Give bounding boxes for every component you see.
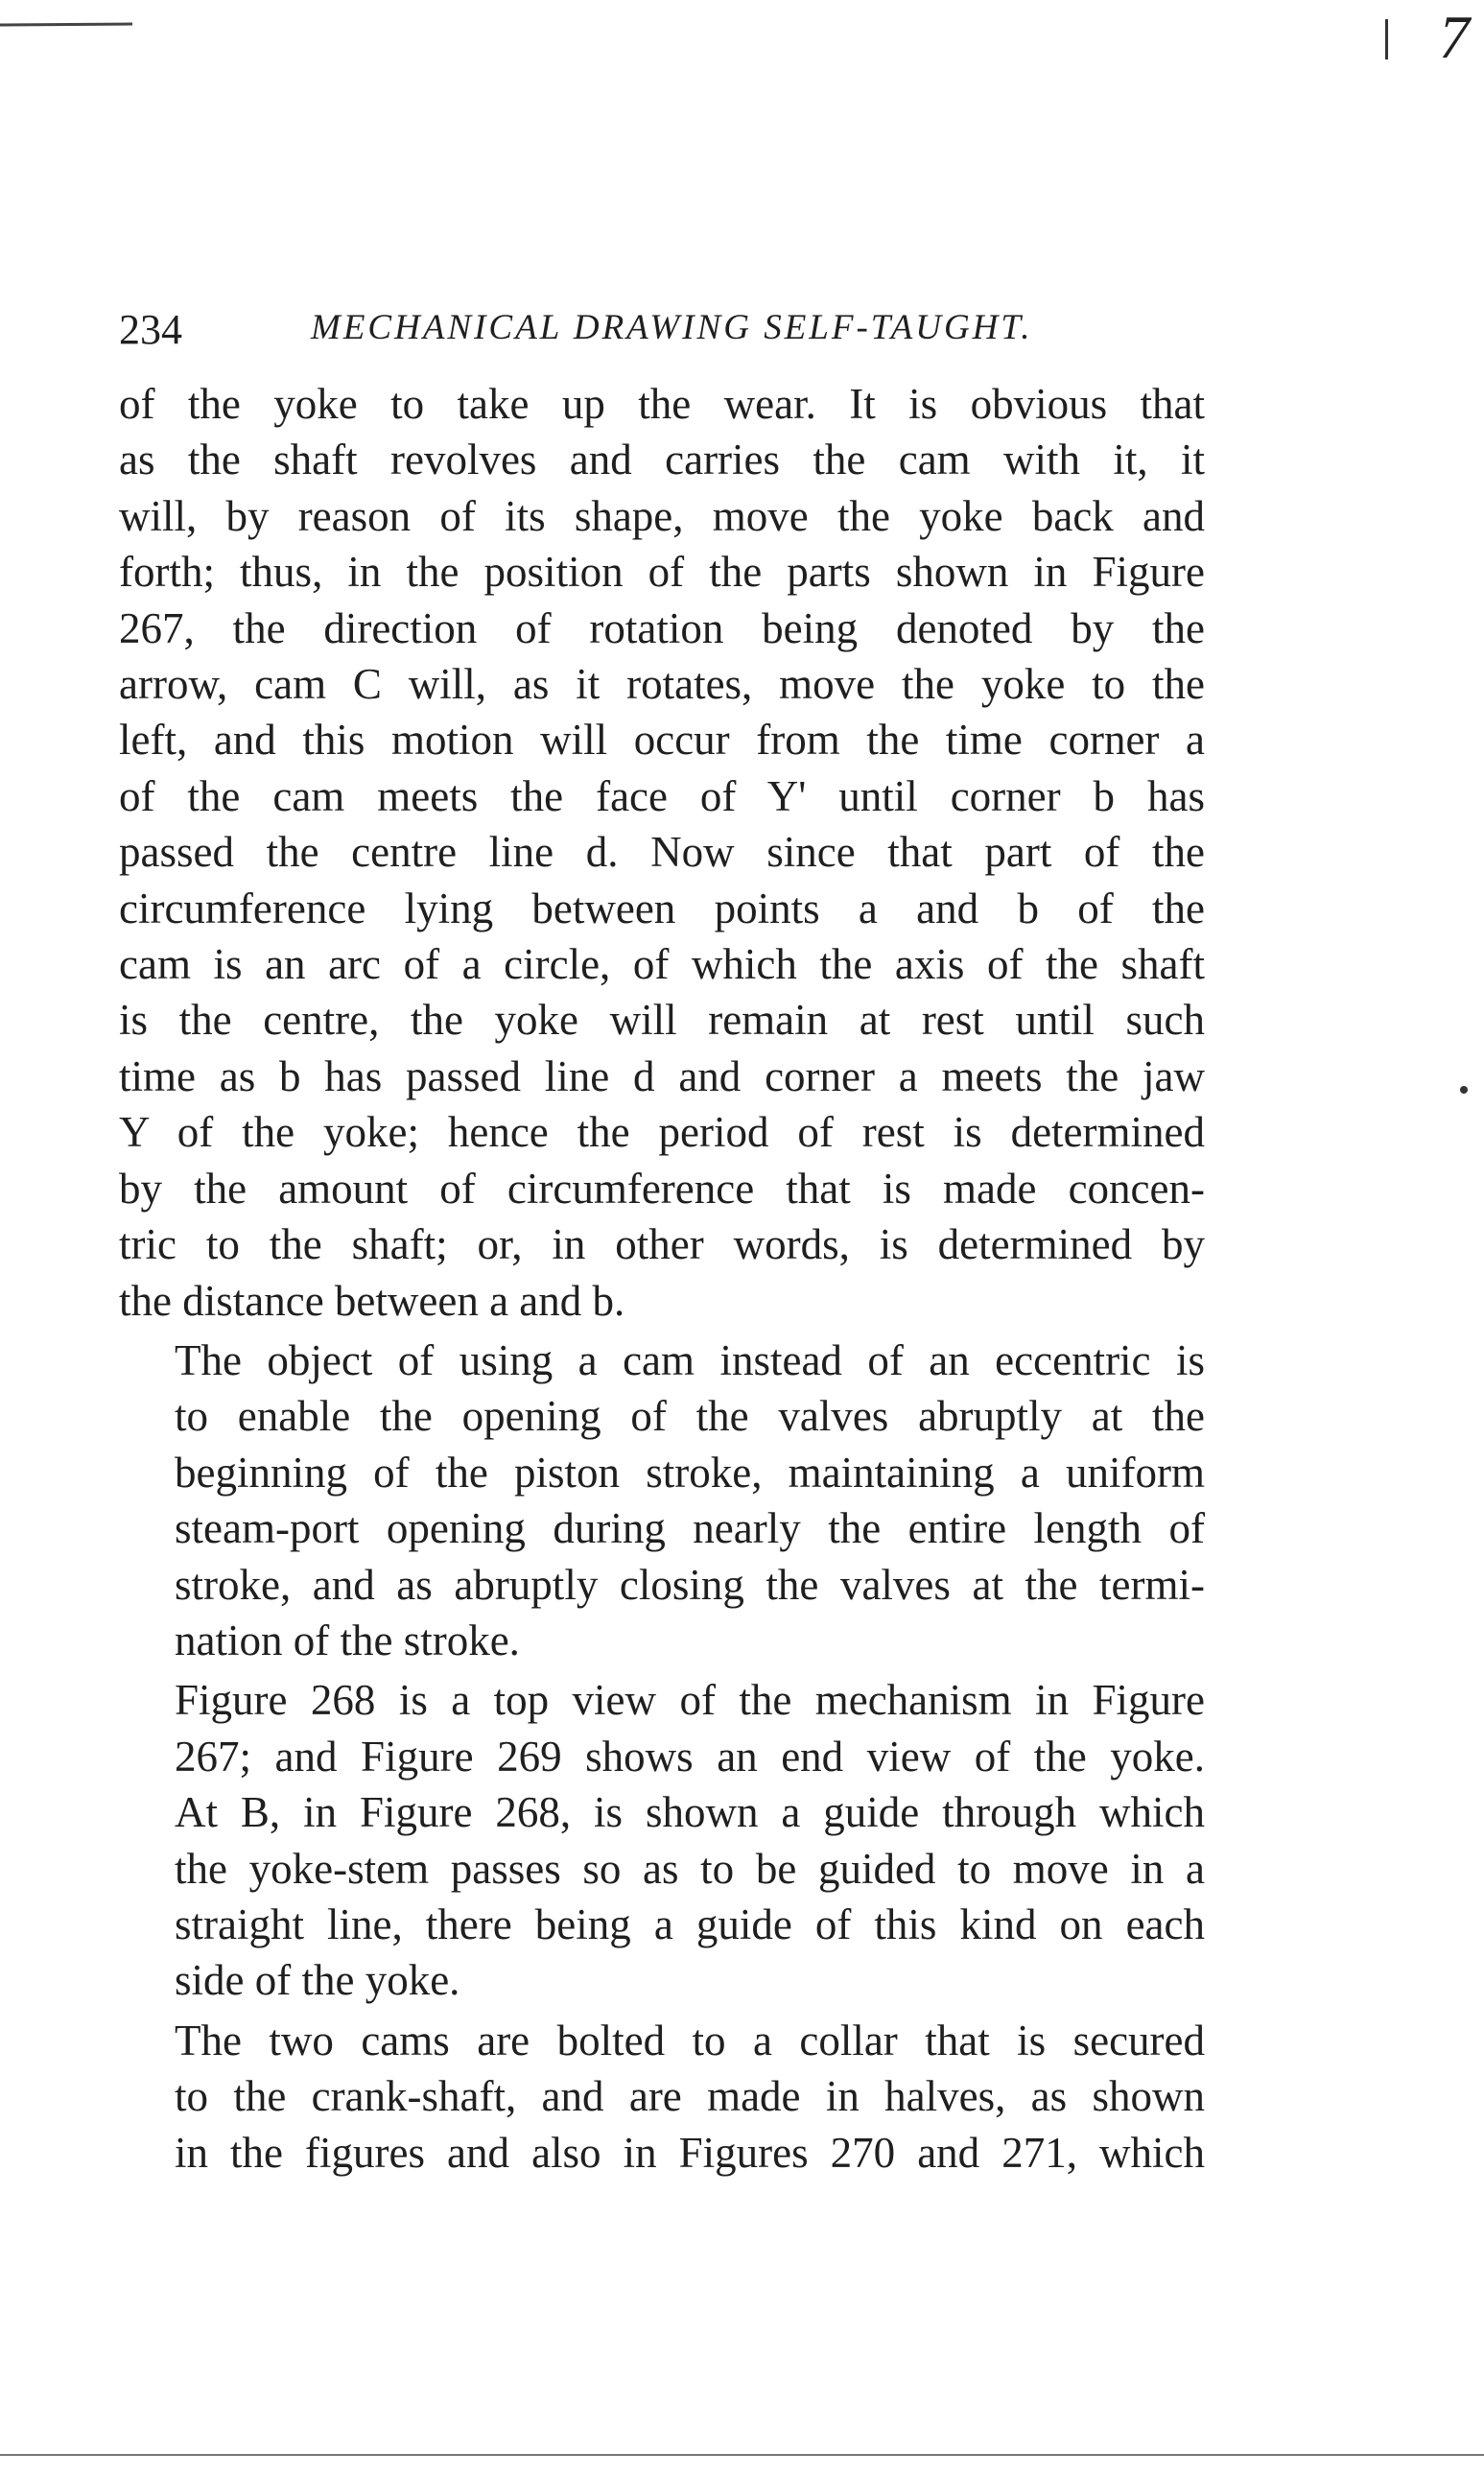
text-line: circumference lying between points a and b of the [119, 884, 1205, 932]
text-line: of the yoke to take up the wear. It is obvious that [119, 380, 1205, 428]
text-line: in the figures and also in Figures 270 and 271, which [175, 2128, 1205, 2177]
text-line: to enable the opening of the valves abruptly at the [175, 1392, 1205, 1441]
text-line: straight line, there being a guide of this kind on each [175, 1899, 1205, 1948]
text-line: to the crank-shaft, and are made in halves, as shown [175, 2072, 1205, 2121]
text-line: left, and this motion will occur from the time corner a [119, 716, 1205, 765]
text-line: the yoke-stem passes so as to be guided to move in a [175, 1844, 1205, 1893]
text-line: nation of the stroke. [175, 1616, 520, 1664]
running-head [119, 305, 1213, 363]
text-line: cam is an arc of a circle, of which the axis of the shaft [119, 940, 1205, 989]
body-text [119, 376, 1205, 2184]
text-line: is the centre, the yoke will remain at rest until such [119, 996, 1205, 1045]
paragraph [119, 1672, 1205, 2008]
text-line: The two cams are bolted to a collar that is secured [175, 2016, 1205, 2064]
text-line: Figure 268 is a top view of the mechanism in Figure [175, 1676, 1205, 1725]
text-line: the distance between a and b. [119, 1276, 625, 1325]
paragraph [119, 2013, 1205, 2181]
scan-mark-right-tick [1385, 19, 1388, 59]
page-number: 234 [119, 306, 182, 353]
text-line: will, by reason of its shape, move the yoke back and [119, 491, 1205, 540]
scan-mark-top-left [0, 23, 132, 27]
text-line: time as b has passed line d and corner a meets the jaw [119, 1051, 1205, 1100]
corner-number: 7 [1439, 3, 1470, 71]
text-line: stroke, and as abruptly closing the valves at the termi- [175, 1560, 1205, 1609]
text-line: by the amount of circumference that is made concen- [119, 1164, 1205, 1213]
text-line: tric to the shaft; or, in other words, is determined by [119, 1220, 1205, 1269]
text-line: arrow, cam C will, as it rotates, move the yoke to the [119, 660, 1205, 709]
text-line: Y of the yoke; hence the period of rest is determined [119, 1108, 1205, 1157]
text-line: 267; and Figure 269 shows an end view of the yoke. [175, 1732, 1205, 1781]
text-line: of the cam meets the face of Y' until corner b has [119, 771, 1205, 820]
bottom-rule [0, 2454, 1484, 2456]
text-line: The object of using a cam instead of an eccentric is [175, 1335, 1205, 1384]
text-line: forth; thus, in the position of the parts shown in Figure [119, 548, 1205, 597]
text-line: beginning of the piston stroke, maintaining a uniform [175, 1448, 1205, 1497]
text-line: At B, in Figure 268, is shown a guide through which [175, 1788, 1205, 1837]
margin-dot [1460, 1086, 1468, 1094]
text-line: steam-port opening during nearly the entire length of [175, 1504, 1205, 1553]
text-line: as the shaft revolves and carries the cam with it, it [119, 436, 1205, 484]
running-title: MECHANICAL DRAWING SELF-TAUGHT. [311, 308, 1033, 347]
text-line: side of the yoke. [175, 1956, 460, 2005]
text-line: passed the centre line d. Now since that part of the [119, 828, 1205, 877]
text-line: 267, the direction of rotation being denoted by the [119, 603, 1205, 652]
paragraph [119, 376, 1205, 1329]
paragraph [119, 1333, 1205, 1668]
